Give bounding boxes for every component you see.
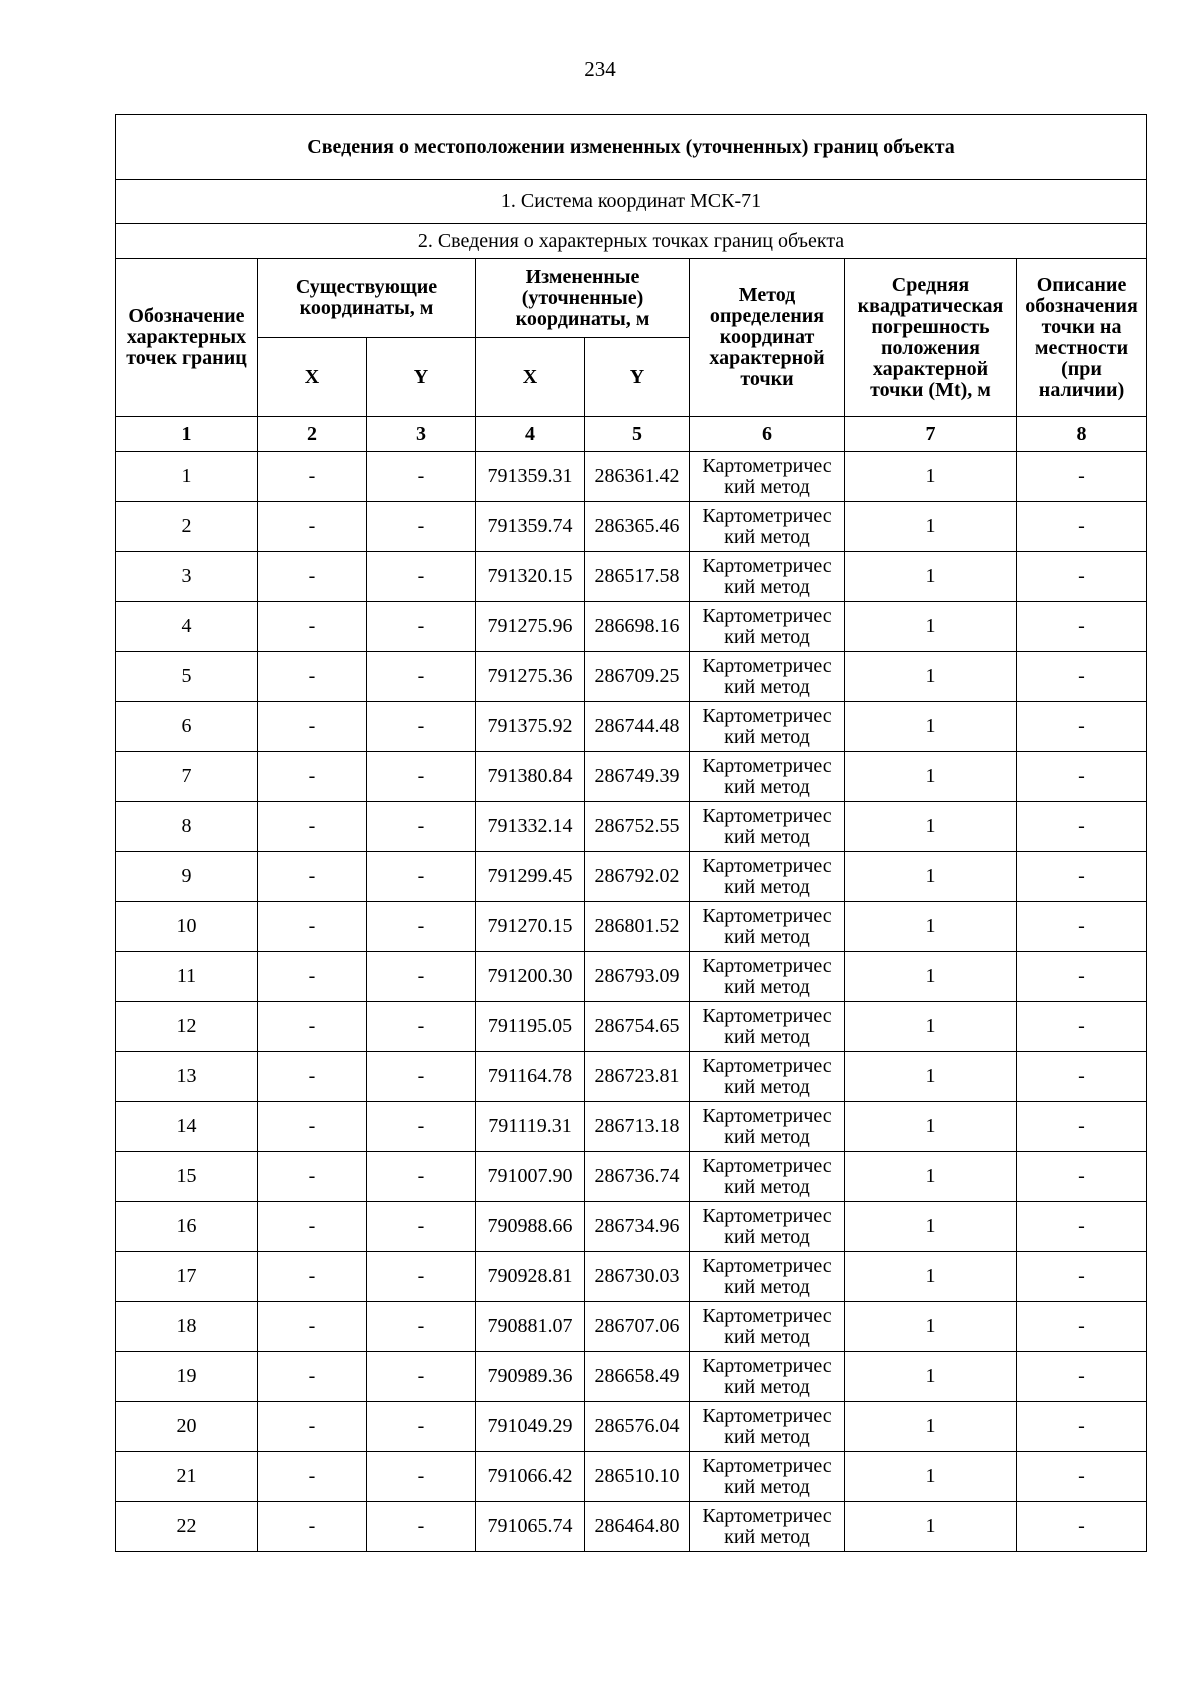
- changed-x-cell: 791200.30: [476, 952, 585, 1002]
- method-line: Картометричес: [702, 754, 832, 777]
- mean-error-cell: 1: [845, 1302, 1017, 1352]
- point-number-cell: 3: [116, 552, 258, 602]
- mean-error-cell: 1: [845, 1052, 1017, 1102]
- existing-y-cell: -: [367, 1452, 476, 1502]
- method-line: кий метод: [724, 725, 810, 748]
- method-cell: [690, 1302, 845, 1352]
- table-row: [116, 702, 1147, 752]
- changed-x-cell: 791007.90: [476, 1152, 585, 1202]
- method-line: кий метод: [724, 775, 810, 798]
- changed-x-cell: 790881.07: [476, 1302, 585, 1352]
- header-changed-x: X: [476, 338, 585, 417]
- point-number-cell: 10: [116, 902, 258, 952]
- method-line: кий метод: [724, 1325, 810, 1348]
- changed-y-cell: 286744.48: [585, 702, 690, 752]
- existing-x-cell: -: [258, 1202, 367, 1252]
- mean-error-cell: 1: [845, 1002, 1017, 1052]
- existing-x-cell: -: [258, 752, 367, 802]
- existing-x-cell: -: [258, 902, 367, 952]
- column-number: 4: [476, 417, 585, 452]
- existing-x-cell: -: [258, 952, 367, 1002]
- table-row: [116, 502, 1147, 552]
- method-line: кий метод: [724, 1175, 810, 1198]
- changed-x-cell: 791275.96: [476, 602, 585, 652]
- method-line: кий метод: [724, 1425, 810, 1448]
- coordinate-system-line: 1. Система координат МСК-71: [116, 180, 1147, 224]
- method-cell: [690, 902, 845, 952]
- existing-y-cell: -: [367, 1002, 476, 1052]
- changed-x-cell: 791065.74: [476, 1502, 585, 1552]
- mean-error-cell: 1: [845, 602, 1017, 652]
- method-line: кий метод: [724, 575, 810, 598]
- method-line: кий метод: [724, 675, 810, 698]
- table-row: [116, 1152, 1147, 1202]
- existing-x-cell: -: [258, 552, 367, 602]
- existing-y-cell: -: [367, 702, 476, 752]
- point-number-cell: 20: [116, 1402, 258, 1452]
- existing-y-cell: -: [367, 1402, 476, 1452]
- existing-y-cell: -: [367, 1502, 476, 1552]
- existing-x-cell: -: [258, 702, 367, 752]
- method-cell: [690, 1152, 845, 1202]
- method-line: Картометричес: [702, 1104, 832, 1127]
- point-number-cell: 16: [116, 1202, 258, 1252]
- method-cell: [690, 852, 845, 902]
- changed-y-cell: 286361.42: [585, 452, 690, 502]
- changed-y-cell: 286749.39: [585, 752, 690, 802]
- method-line: кий метод: [724, 825, 810, 848]
- points-section-line: 2. Сведения о характерных точках границ объекта: [116, 224, 1147, 259]
- column-number: 1: [116, 417, 258, 452]
- existing-y-cell: -: [367, 652, 476, 702]
- mean-error-cell: 1: [845, 1502, 1017, 1552]
- mean-error-cell: 1: [845, 1252, 1017, 1302]
- method-line: кий метод: [724, 525, 810, 548]
- header-description: Описание обозначения точки на местности (при наличии): [1017, 259, 1147, 417]
- method-line: кий метод: [724, 1225, 810, 1248]
- method-line: Картометричес: [702, 604, 832, 627]
- mean-error-cell: 1: [845, 552, 1017, 602]
- method-line: Картометричес: [702, 704, 832, 727]
- mean-error-cell: 1: [845, 502, 1017, 552]
- existing-x-cell: -: [258, 1052, 367, 1102]
- mean-error-cell: 1: [845, 1202, 1017, 1252]
- header-designation: Обозначение характерных точек границ: [116, 259, 258, 417]
- existing-x-cell: -: [258, 802, 367, 852]
- point-number-cell: 11: [116, 952, 258, 1002]
- description-cell: -: [1017, 1252, 1147, 1302]
- existing-y-cell: -: [367, 502, 476, 552]
- method-line: кий метод: [724, 1475, 810, 1498]
- mean-error-cell: 1: [845, 852, 1017, 902]
- method-line: кий метод: [724, 975, 810, 998]
- changed-x-cell: 791332.14: [476, 802, 585, 852]
- header-existing-coordinates: Существующие координаты, м: [258, 259, 476, 338]
- changed-y-cell: 286464.80: [585, 1502, 690, 1552]
- point-number-cell: 22: [116, 1502, 258, 1552]
- description-cell: -: [1017, 552, 1147, 602]
- existing-x-cell: -: [258, 452, 367, 502]
- method-cell: [690, 1352, 845, 1402]
- changed-x-cell: 791359.74: [476, 502, 585, 552]
- existing-y-cell: -: [367, 1102, 476, 1152]
- changed-y-cell: 286723.81: [585, 1052, 690, 1102]
- table-row: [116, 952, 1147, 1002]
- existing-x-cell: -: [258, 1402, 367, 1452]
- point-number-cell: 4: [116, 602, 258, 652]
- description-cell: -: [1017, 1202, 1147, 1252]
- boundary-points-table: [115, 114, 1147, 1552]
- method-line: кий метод: [724, 1375, 810, 1398]
- existing-x-cell: -: [258, 1352, 367, 1402]
- existing-x-cell: -: [258, 1502, 367, 1552]
- description-cell: -: [1017, 852, 1147, 902]
- changed-y-cell: 286730.03: [585, 1252, 690, 1302]
- method-cell: [690, 1502, 845, 1552]
- method-line: Картометричес: [702, 1004, 832, 1027]
- mean-error-cell: 1: [845, 452, 1017, 502]
- method-cell: [690, 1402, 845, 1452]
- description-cell: -: [1017, 452, 1147, 502]
- description-cell: -: [1017, 1402, 1147, 1452]
- point-number-cell: 7: [116, 752, 258, 802]
- method-line: Картометричес: [702, 554, 832, 577]
- page-number: 234: [584, 57, 616, 81]
- method-line: Картометричес: [702, 1054, 832, 1077]
- existing-x-cell: -: [258, 1252, 367, 1302]
- existing-y-cell: -: [367, 452, 476, 502]
- changed-x-cell: 791375.92: [476, 702, 585, 752]
- existing-x-cell: -: [258, 1102, 367, 1152]
- method-line: Картометричес: [702, 1254, 832, 1277]
- table-row: [116, 752, 1147, 802]
- method-cell: [690, 802, 845, 852]
- method-line: Картометричес: [702, 1354, 832, 1377]
- changed-y-cell: 286754.65: [585, 1002, 690, 1052]
- description-cell: -: [1017, 1502, 1147, 1552]
- mean-error-cell: 1: [845, 702, 1017, 752]
- method-line: Картометричес: [702, 1454, 832, 1477]
- method-line: Картометричес: [702, 454, 832, 477]
- existing-y-cell: -: [367, 1152, 476, 1202]
- changed-x-cell: 791359.31: [476, 452, 585, 502]
- method-line: кий метод: [724, 925, 810, 948]
- mean-error-cell: 1: [845, 902, 1017, 952]
- header-changed-y: Y: [585, 338, 690, 417]
- table-row: [116, 652, 1147, 702]
- existing-y-cell: -: [367, 952, 476, 1002]
- method-line: Картометричес: [702, 504, 832, 527]
- point-number-cell: 12: [116, 1002, 258, 1052]
- changed-x-cell: 791320.15: [476, 552, 585, 602]
- changed-y-cell: 286709.25: [585, 652, 690, 702]
- existing-y-cell: -: [367, 902, 476, 952]
- table-row: [116, 1302, 1147, 1352]
- method-line: Картометричес: [702, 904, 832, 927]
- description-cell: -: [1017, 752, 1147, 802]
- point-number-cell: 13: [116, 1052, 258, 1102]
- point-number-cell: 17: [116, 1252, 258, 1302]
- method-cell: [690, 1002, 845, 1052]
- method-line: кий метод: [724, 1025, 810, 1048]
- point-number-cell: 6: [116, 702, 258, 752]
- changed-x-cell: 791066.42: [476, 1452, 585, 1502]
- mean-error-cell: 1: [845, 1452, 1017, 1502]
- table-row: [116, 852, 1147, 902]
- header-existing-x: X: [258, 338, 367, 417]
- description-cell: -: [1017, 1452, 1147, 1502]
- description-cell: -: [1017, 1102, 1147, 1152]
- description-cell: -: [1017, 652, 1147, 702]
- changed-y-cell: 286707.06: [585, 1302, 690, 1352]
- method-line: Картометричес: [702, 1304, 832, 1327]
- method-line: кий метод: [724, 1275, 810, 1298]
- description-cell: -: [1017, 802, 1147, 852]
- method-line: Картометричес: [702, 1154, 832, 1177]
- mean-error-cell: 1: [845, 1352, 1017, 1402]
- description-cell: -: [1017, 602, 1147, 652]
- changed-y-cell: 286510.10: [585, 1452, 690, 1502]
- changed-y-cell: 286576.04: [585, 1402, 690, 1452]
- existing-x-cell: -: [258, 1152, 367, 1202]
- column-number: 7: [845, 417, 1017, 452]
- changed-x-cell: 790989.36: [476, 1352, 585, 1402]
- table-row: [116, 1102, 1147, 1152]
- point-number-cell: 18: [116, 1302, 258, 1352]
- existing-y-cell: -: [367, 1302, 476, 1352]
- method-cell: [690, 552, 845, 602]
- method-cell: [690, 452, 845, 502]
- method-line: кий метод: [724, 875, 810, 898]
- description-cell: -: [1017, 1052, 1147, 1102]
- column-number: 8: [1017, 417, 1147, 452]
- changed-y-cell: 286736.74: [585, 1152, 690, 1202]
- method-cell: [690, 752, 845, 802]
- existing-x-cell: -: [258, 1452, 367, 1502]
- point-number-cell: 15: [116, 1152, 258, 1202]
- method-line: кий метод: [724, 1525, 810, 1548]
- changed-x-cell: 791299.45: [476, 852, 585, 902]
- point-number-cell: 8: [116, 802, 258, 852]
- point-number-cell: 5: [116, 652, 258, 702]
- changed-y-cell: 286792.02: [585, 852, 690, 902]
- method-line: кий метод: [724, 1075, 810, 1098]
- existing-y-cell: -: [367, 602, 476, 652]
- header-changed-coordinates: Измененные (уточненные) координаты, м: [476, 259, 690, 338]
- method-cell: [690, 1252, 845, 1302]
- column-number: 3: [367, 417, 476, 452]
- existing-y-cell: -: [367, 752, 476, 802]
- mean-error-cell: 1: [845, 652, 1017, 702]
- table-row: [116, 902, 1147, 952]
- method-line: Картометричес: [702, 1204, 832, 1227]
- changed-x-cell: 791275.36: [476, 652, 585, 702]
- mean-error-cell: 1: [845, 1102, 1017, 1152]
- table-row: [116, 1452, 1147, 1502]
- method-line: Картометричес: [702, 1504, 832, 1527]
- table-row: [116, 1252, 1147, 1302]
- point-number-cell: 2: [116, 502, 258, 552]
- existing-y-cell: -: [367, 802, 476, 852]
- existing-y-cell: -: [367, 1352, 476, 1402]
- changed-y-cell: 286517.58: [585, 552, 690, 602]
- table-row: [116, 552, 1147, 602]
- method-line: кий метод: [724, 625, 810, 648]
- method-line: кий метод: [724, 475, 810, 498]
- description-cell: -: [1017, 1152, 1147, 1202]
- method-cell: [690, 1452, 845, 1502]
- changed-x-cell: 790928.81: [476, 1252, 585, 1302]
- method-line: кий метод: [724, 1125, 810, 1148]
- description-cell: -: [1017, 1002, 1147, 1052]
- method-cell: [690, 1202, 845, 1252]
- description-cell: -: [1017, 1302, 1147, 1352]
- existing-x-cell: -: [258, 1302, 367, 1352]
- changed-x-cell: 791119.31: [476, 1102, 585, 1152]
- changed-x-cell: 791164.78: [476, 1052, 585, 1102]
- point-number-cell: 9: [116, 852, 258, 902]
- changed-y-cell: 286698.16: [585, 602, 690, 652]
- existing-x-cell: -: [258, 1002, 367, 1052]
- table-row: [116, 1402, 1147, 1452]
- table-row: [116, 1352, 1147, 1402]
- changed-x-cell: 791380.84: [476, 752, 585, 802]
- existing-y-cell: -: [367, 852, 476, 902]
- method-cell: [690, 1052, 845, 1102]
- column-number: 5: [585, 417, 690, 452]
- description-cell: -: [1017, 1352, 1147, 1402]
- changed-y-cell: 286658.49: [585, 1352, 690, 1402]
- header-existing-y: Y: [367, 338, 476, 417]
- changed-y-cell: 286713.18: [585, 1102, 690, 1152]
- description-cell: -: [1017, 952, 1147, 1002]
- existing-y-cell: -: [367, 552, 476, 602]
- description-cell: -: [1017, 702, 1147, 752]
- changed-x-cell: 791049.29: [476, 1402, 585, 1452]
- method-line: Картометричес: [702, 854, 832, 877]
- method-line: Картометричес: [702, 1404, 832, 1427]
- table-row: [116, 1052, 1147, 1102]
- table-row: [116, 452, 1147, 502]
- table-row: [116, 1202, 1147, 1252]
- table-row: [116, 1502, 1147, 1552]
- changed-x-cell: 791270.15: [476, 902, 585, 952]
- table-row: [116, 1002, 1147, 1052]
- method-line: Картометричес: [702, 804, 832, 827]
- header-method: Метод определения координат характерной точки: [690, 259, 845, 417]
- method-cell: [690, 602, 845, 652]
- mean-error-cell: 1: [845, 752, 1017, 802]
- method-cell: [690, 1102, 845, 1152]
- changed-y-cell: 286801.52: [585, 902, 690, 952]
- point-number-cell: 21: [116, 1452, 258, 1502]
- description-cell: -: [1017, 502, 1147, 552]
- existing-y-cell: -: [367, 1252, 476, 1302]
- mean-error-cell: 1: [845, 802, 1017, 852]
- changed-x-cell: 791195.05: [476, 1002, 585, 1052]
- mean-error-cell: 1: [845, 1402, 1017, 1452]
- existing-y-cell: -: [367, 1052, 476, 1102]
- method-cell: [690, 502, 845, 552]
- method-line: Картометричес: [702, 954, 832, 977]
- existing-y-cell: -: [367, 1202, 476, 1252]
- point-number-cell: 1: [116, 452, 258, 502]
- table-row: [116, 602, 1147, 652]
- column-number: 2: [258, 417, 367, 452]
- existing-x-cell: -: [258, 602, 367, 652]
- method-cell: [690, 652, 845, 702]
- point-number-cell: 19: [116, 1352, 258, 1402]
- header-mean-error: Средняя квадратическая погрешность положения характерной точки (Mt), м: [845, 259, 1017, 417]
- column-number: 6: [690, 417, 845, 452]
- changed-y-cell: 286752.55: [585, 802, 690, 852]
- method-line: Картометричес: [702, 654, 832, 677]
- changed-y-cell: 286365.46: [585, 502, 690, 552]
- description-cell: -: [1017, 902, 1147, 952]
- changed-y-cell: 286793.09: [585, 952, 690, 1002]
- table-row: [116, 802, 1147, 852]
- changed-x-cell: 790988.66: [476, 1202, 585, 1252]
- existing-x-cell: -: [258, 652, 367, 702]
- mean-error-cell: 1: [845, 1152, 1017, 1202]
- document-title: Сведения о местоположении измененных (уточненных) границ объекта: [116, 115, 1147, 180]
- method-cell: [690, 702, 845, 752]
- point-number-cell: 14: [116, 1102, 258, 1152]
- existing-x-cell: -: [258, 852, 367, 902]
- method-cell: [690, 952, 845, 1002]
- mean-error-cell: 1: [845, 952, 1017, 1002]
- existing-x-cell: -: [258, 502, 367, 552]
- changed-y-cell: 286734.96: [585, 1202, 690, 1252]
